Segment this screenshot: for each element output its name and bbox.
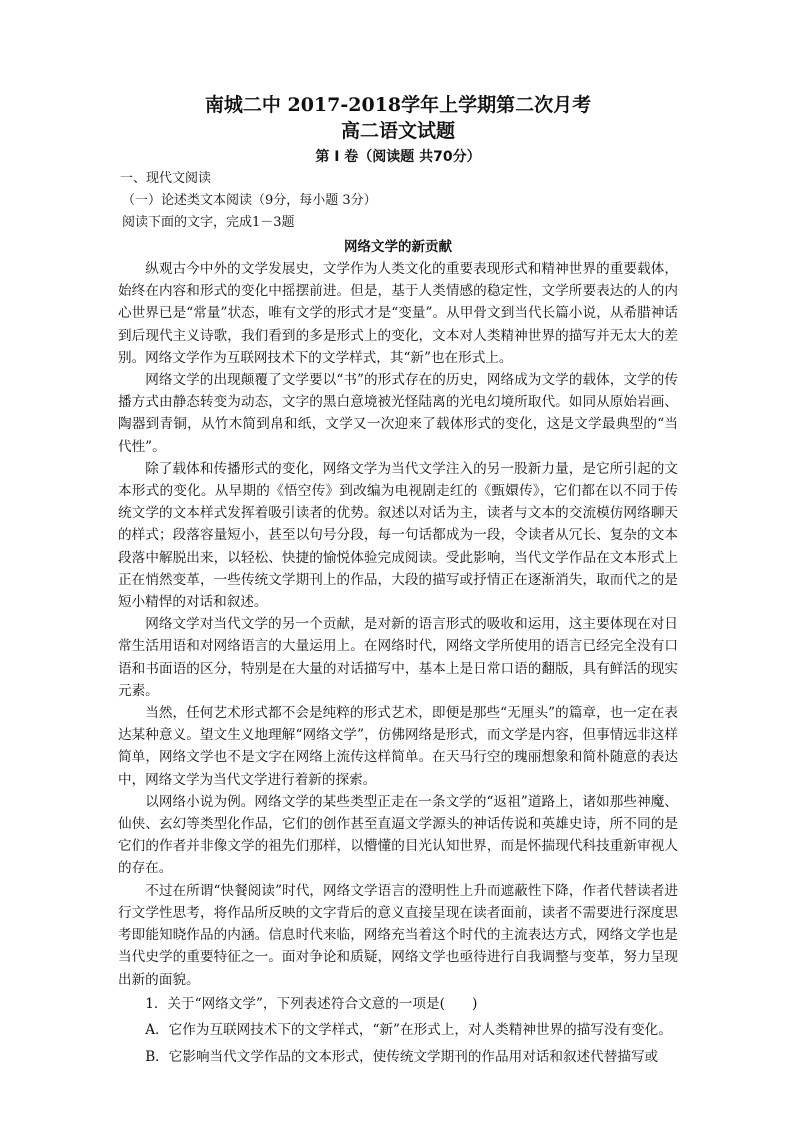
question-option: B．它影响当代文学作品的文本形式，使传统文学期刊的作品用对话和叙述代替描写或 bbox=[145, 1048, 659, 1065]
exam-title: 南城二中 2017-2018学年上学期第二次月考 bbox=[204, 94, 592, 116]
instruction-text: 阅读下面的文字，完成1－3题 bbox=[122, 215, 295, 230]
article-paragraph: 以网络小说为例。网络文学的某些类型正走在一条文学的“返祖”道路上，诸如那些神魔、仙侠、玄幻等类型化作品，它们的创作甚至直逼文学源头的神话传说和英雄史诗，所不同的是它们的作者并非像文学的祖先们那样，以懵懂的目光认知世界，而是怀揣现代科技重新审视人的存在。 bbox=[118, 793, 678, 877]
article-paragraph: 网络文学对当代文学的另一个贡献，是对新的语言形式的吸收和运用，这主要体现在对日常生活用语和对网络语言的大量运用上。在网络时代，网络文学所使用的语言已经完全没有口语和书面语的区分，特别是在大量的对话描写中，基本上是日常口语的翻版，具有鲜活的现实元素。 bbox=[118, 616, 678, 699]
question-stem: 1．关于“网络文学”，下列表述符合文意的一项是( ) bbox=[145, 995, 478, 1012]
article-paragraph: 纵观古今中外的文学发展史，文学作为人类文化的重要表现形式和精神世界的重要载体，始终在内容和形式的变化中摇摆前进。但是，基于人类情感的稳定性，文学所要表达的人的内心世界已是“常量”状态，唯有文学的形式才是“变量”。从甲骨文到当代长篇小说，从希腊神话到后现代主义诗歌，我们看到的多是形式上的变化，文本对人类精神世界的描写并无太大的差别。网络文学作为互联网技术下的文学样式，其“新”也在形式上。 bbox=[118, 261, 678, 366]
question-option: A．它作为互联网技术下的文学样式，“新”在形式上，对人类精神世界的描写没有变化。 bbox=[145, 1022, 672, 1039]
subsection-heading: （一）论述类文本阅读（9分，每小题 3分） bbox=[122, 193, 377, 208]
article-paragraph: 网络文学的出现颠覆了文学要以“书”的形式存在的历史，网络成为文学的载体，文学的传播方式由静态转变为动态，文字的黑白意境被光怪陆离的光电幻境所取代。如同从原始岩画、陶器到青铜，从竹木简到帛和纸，文学又一次迎来了载体形式的变化，这是文学最典型的“当代性”。 bbox=[118, 372, 678, 455]
exam-page bbox=[118, 92, 678, 1068]
exam-subtitle: 高二语文试题 bbox=[340, 120, 455, 142]
article-paragraph: 除了载体和传播形式的变化，网络文学为当代文学注入的另一股新力量，是它所引起的文本形式的变化。从早期的《悟空传》到改编为电视剧走红的《甄嬛传》，它们都在以不同于传统文学的文本样式发挥着吸引读者的优势。叙述以对话为主，读者与文本的交流模仿网络聊天的样式；段落容量短小，甚至以句号分段，每一句话都成为一段，令读者从冗长、复杂的文本段落中解脱出来，以轻松、快捷的愉悦体验完成阅读。受此影响，当代文学作品在文本形式上正在悄然变革，一些传统文学期刊上的作品，大段的描写或抒情正在逐渐消失，取而代之的是短小精悍的对话和叙述。 bbox=[118, 460, 678, 611]
article-title: 网络文学的新贡献 bbox=[344, 239, 452, 255]
volume-heading: 第 I 卷（阅读题 共70分） bbox=[315, 149, 481, 165]
article-paragraph: 当然，任何艺术形式都不会是纯粹的形式艺术，即便是那些“无厘头”的篇章，也一定在表达某种意义。望文生义地理解“网络文学”，仿佛网络是形式，而文学是内容，但事情远非这样简单，网络文学也不是文字在网络上流传这样简单。在天马行空的瑰丽想象和简朴随意的表达中，网络文学为当代文学进行着新的探索。 bbox=[118, 705, 678, 788]
section-heading: 一、现代文阅读 bbox=[120, 171, 212, 186]
article-paragraph: 不过在所谓“快餐阅读”时代，网络文学语言的澄明性上升而遮蔽性下降，作者代替读者进行文学性思考，将作品所反映的文字背后的意义直接呈现在读者面前，读者不需要进行深度思考即能知晓作品的内涵。信息时代来临，网络充当着这个时代的主流表达方式，网络文学也是当代史学的重要特征之一。面对争论和质疑，网络文学也亟待进行自我调整与变革，努力呈现出新的面貌。 bbox=[118, 882, 678, 988]
